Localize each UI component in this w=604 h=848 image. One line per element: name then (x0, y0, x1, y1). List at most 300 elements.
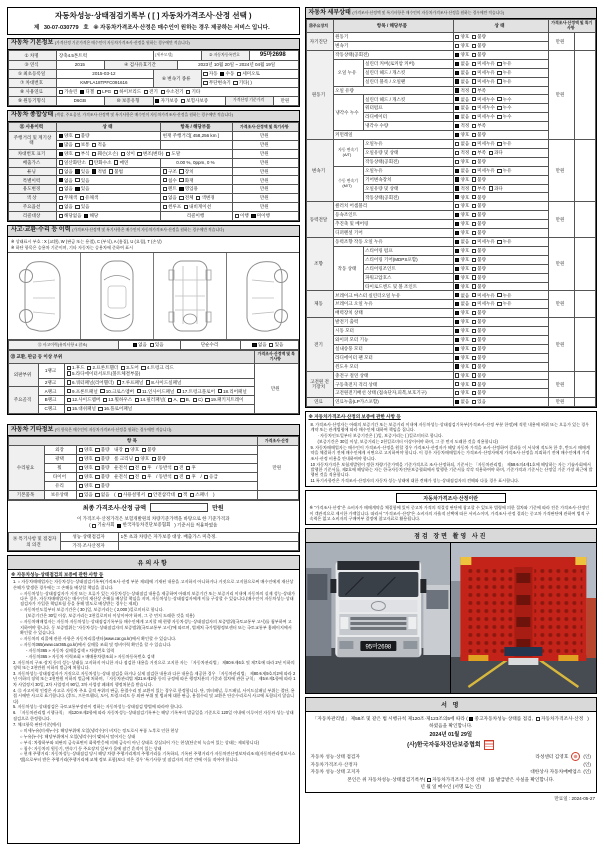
checkbox-label: 미세누수 (477, 96, 495, 102)
checkbox-label: 불량 (477, 132, 487, 138)
checkbox-영업용[interactable] (179, 186, 198, 192)
text: 브레이크 오일 누유 (335, 301, 373, 307)
checkbox-16.플로어패널[interactable] (98, 406, 132, 412)
checkbox-양호[interactable] (59, 133, 73, 139)
checkbox-없음[interactable] (59, 169, 73, 175)
checkbox-전[interactable] (174, 465, 184, 471)
checkbox-전[interactable] (129, 474, 139, 480)
checkbox-누유[interactable] (497, 61, 511, 67)
checkbox-부식[interactable] (75, 151, 89, 157)
odometer-reading (161, 131, 233, 140)
checkbox-미세누유[interactable] (472, 61, 495, 67)
checked-box-icon (455, 186, 459, 190)
checkbox-양호[interactable] (455, 43, 469, 49)
text: 가격·조사산정자 (72, 543, 105, 549)
checkbox-불량[interactable] (472, 266, 486, 272)
checkbox-양호[interactable] (455, 195, 469, 201)
checkbox-label: 양호 (83, 447, 93, 453)
checkbox-없음[interactable] (455, 293, 469, 299)
checkbox-18.리어패널[interactable] (218, 389, 247, 395)
cell (9, 533, 61, 551)
checkbox-불량[interactable] (472, 390, 486, 396)
checkbox-미이행[interactable] (251, 213, 270, 219)
checkbox-없음[interactable] (95, 492, 109, 498)
checkbox-렌트[interactable] (163, 186, 177, 192)
checkbox-불량[interactable] (95, 483, 109, 489)
checkbox-전[interactable] (174, 474, 184, 480)
checkbox-부족[interactable] (472, 186, 486, 192)
checkbox-양호[interactable] (455, 364, 469, 370)
checkbox-불량[interactable] (472, 257, 486, 263)
checkbox-불법[interactable] (109, 169, 123, 175)
checkbox-보험사보증[interactable] (181, 98, 208, 104)
checkbox-있음[interactable] (79, 492, 93, 498)
cell (57, 176, 161, 185)
checkbox-양호[interactable] (455, 328, 469, 334)
checkbox-없음[interactable] (455, 114, 469, 120)
checkbox-label: 후 (147, 474, 152, 480)
checkbox-불량[interactable] (472, 212, 486, 218)
checkbox-한국자동차진단보증협회[interactable] (117, 522, 170, 529)
checkbox-12.사이드멤버[interactable] (67, 397, 101, 403)
checkbox-적정[interactable] (455, 150, 469, 156)
text: 가격조사·산정액 및 특기사항 (239, 123, 289, 129)
checkbox-세미오토[interactable] (237, 71, 260, 77)
text: 운전석 (114, 465, 128, 471)
checkbox-불량[interactable] (472, 337, 486, 343)
checkbox-B,[interactable] (180, 397, 190, 403)
checkbox-양호[interactable] (455, 52, 469, 58)
checkbox-미세누수[interactable] (472, 97, 495, 103)
checkbox-후[interactable] (142, 465, 152, 471)
section-title: 자동차 기본정보 (11, 40, 54, 46)
checkbox-미세누유[interactable] (472, 70, 495, 76)
checkbox-양호[interactable] (79, 465, 93, 471)
checkbox-양호[interactable] (455, 159, 469, 165)
checkbox-양호[interactable] (455, 34, 469, 40)
cell (548, 33, 574, 51)
accident-history-header (8, 226, 299, 237)
checkbox-기술사회[interactable] (92, 522, 115, 529)
checkbox-양호[interactable] (125, 447, 139, 453)
checkbox-있음[interactable] (269, 342, 283, 348)
checkbox-누수[interactable] (497, 114, 511, 120)
checkbox-양호[interactable] (455, 132, 469, 138)
checkbox-불량[interactable] (95, 465, 109, 471)
checkbox-불량[interactable] (472, 346, 486, 352)
checkbox-불량[interactable] (472, 52, 486, 58)
checkbox-미세누수[interactable] (472, 105, 495, 111)
checkbox-없음[interactable] (455, 105, 469, 111)
cell (333, 344, 453, 353)
checkbox-적법[interactable] (92, 169, 106, 175)
checkbox-없음[interactable] (455, 168, 469, 174)
table-row (306, 371, 596, 380)
text: 수동 변속기 (M/T) (338, 178, 358, 189)
checkbox-4.트렁크 리드[interactable] (141, 365, 173, 371)
checkbox-미세누수[interactable] (472, 114, 495, 120)
text: 만원 (259, 168, 269, 174)
checkbox-6.쿼터패널(리어휀더)[interactable] (67, 380, 114, 386)
checkbox-없음[interactable] (455, 79, 469, 85)
checkbox-label: A, (173, 397, 178, 403)
checkbox-누유[interactable] (497, 301, 511, 307)
checkbox-일산화탄소[interactable] (59, 160, 86, 166)
checkbox-양호[interactable] (455, 257, 469, 263)
cell (453, 300, 548, 309)
checkbox-부족[interactable] (472, 150, 486, 156)
checkbox-label: 양호 (460, 372, 470, 378)
checkbox-도말[interactable] (166, 151, 180, 157)
checkbox-없음[interactable] (455, 70, 469, 76)
checkbox-색변경[interactable] (196, 195, 215, 201)
checkbox-label: 불량 (477, 345, 487, 351)
checkbox-가솔린[interactable] (59, 89, 78, 95)
checkbox-해당없음[interactable] (59, 213, 82, 219)
checkbox-15.대쉬패널[interactable] (67, 406, 96, 412)
checkbox-label: 없음 (63, 168, 73, 174)
cell (548, 318, 574, 371)
checkbox-유채색[interactable] (80, 195, 99, 201)
checkbox-불량[interactable] (472, 310, 486, 316)
checkbox-label: 불량 (477, 256, 487, 262)
notice-line: 1. ○ 자동차매매업자는 자동차성능·상태점검기록부(가격조사·산정 부분 제외)에 기재된 내용을 고지하지 아니하거나 거짓으로 고지함으로써 매수인에게 재산상 손해가 발생한 경우에는 그 손해를 배상할 책임을 집니다. (13, 579, 294, 590)
checkbox-양호[interactable] (455, 248, 469, 254)
cell (333, 220, 453, 229)
checkbox-불량[interactable] (95, 447, 109, 453)
checkbox-기타[interactable] (186, 89, 200, 95)
checkbox-이행[interactable] (235, 213, 249, 219)
notice-line: 4. ⑫ 사고이력 인정은 사고로 자동차 주요 골격 부위의 판금, 용접수리 및 교환이 있는 경우로 한정합니다. 단, 쿼터패널, 루프패널, 사이드실패널 부위는 절단, 용접 시에만 사고로 표기합니다. (후드, 프론트휀더, 도어, 트렁크리드 등 외판 부위 및 범퍼에 대한 판금, 용접수리 및 교환은 단순수리로서 사고에 포함되지 않습니다) (13, 687, 295, 704)
checkbox-무채색[interactable] (59, 195, 78, 201)
checkbox-누유[interactable] (497, 168, 511, 174)
checkbox-불량[interactable] (472, 319, 486, 325)
checkbox-없음[interactable] (59, 178, 73, 184)
checkbox-label: 불량 (100, 482, 110, 488)
checkbox-A,[interactable] (168, 397, 178, 403)
checkbox-안전삼각대[interactable] (148, 492, 175, 498)
checkbox-무단변속기[interactable] (203, 80, 230, 86)
checkbox-상이[interactable] (121, 151, 135, 157)
checkbox-label: 미세누유 (477, 78, 495, 84)
text: 추진축 및 베어링 (335, 221, 369, 227)
unchecked-box-icon (174, 475, 178, 479)
emission-values: 0.00 %, 0ppm, 0 % (176, 159, 215, 165)
notice-line: 3. 자동차성능·상태점검자가 거짓으로 자동차성능·상태 점검을 하거나 실제 점검한 내용과 다른 내용을 제공한 경우 「자동차관리법」 제80조제9호의2에 따라 2년 이하의 징역 또는 2천만원 이하의 벌금에 처하며, 「자동차관리법 제21조제2항 등의 규정에 따른 행정처분의 기준과 절차에 관한 규칙」 제5조제1항에 따라 1차 사업정지 30일, 2차 사업정지 90일, 3차 사업장 폐쇄의 행정처분을 받습니다. (13, 671, 296, 687)
fuel-type (57, 88, 298, 97)
checkbox-부족[interactable] (472, 123, 486, 129)
checkbox-양호[interactable] (79, 456, 93, 462)
unchecked-box-icon (75, 205, 79, 209)
checkbox-수동[interactable] (220, 71, 234, 77)
cell (45, 472, 77, 481)
checkbox-양호[interactable] (455, 319, 469, 325)
checkbox-불량[interactable] (472, 203, 486, 209)
checkbox-불량[interactable] (472, 230, 486, 236)
checkbox-변조(변타)[interactable] (137, 151, 163, 157)
checkbox-있음[interactable] (75, 178, 89, 184)
checkbox-양호[interactable] (135, 456, 149, 462)
unchecked-box-icon (121, 366, 125, 370)
checkbox-양호[interactable] (455, 346, 469, 352)
checkbox-양호[interactable] (455, 177, 469, 183)
checkbox-없음[interactable] (455, 61, 469, 67)
checkbox-불량[interactable] (472, 132, 486, 138)
checkbox-없음[interactable] (59, 186, 73, 192)
unchecked-box-icon (79, 448, 83, 452)
checkbox-미세누유[interactable] (472, 79, 495, 85)
checkbox-양호[interactable] (79, 447, 93, 453)
checkbox-불량[interactable] (472, 275, 486, 281)
checkbox-불량[interactable] (472, 284, 486, 290)
checkbox-없음[interactable] (59, 204, 73, 210)
signature-section (305, 697, 598, 793)
checkbox-있음[interactable] (75, 169, 89, 175)
checkbox-label: 양호 (83, 456, 93, 462)
checkbox-양호[interactable] (455, 212, 469, 218)
checkbox-label: 불량 (477, 43, 487, 49)
checkbox-적음[interactable] (92, 142, 106, 148)
checkbox-해당[interactable] (84, 213, 98, 219)
unchecked-box-icon (75, 143, 79, 147)
checkbox-침수[interactable] (163, 178, 177, 184)
checkbox-불량[interactable] (95, 456, 109, 462)
text: 냉각수 누수 (335, 109, 359, 115)
checkbox-양호[interactable] (79, 483, 93, 489)
checkbox-label: 15.대쉬패널 (71, 406, 96, 412)
unchecked-box-icon (455, 151, 459, 155)
checkbox-양호[interactable] (455, 373, 469, 379)
checkbox-기타( )[interactable] (233, 80, 251, 86)
cell (9, 194, 57, 203)
checkbox-구조[interactable] (163, 169, 177, 175)
checkbox-불량[interactable] (472, 373, 486, 379)
text: 와이퍼 모터 기능 (335, 337, 369, 343)
checkbox-label: 내비게이션 (189, 204, 212, 210)
cell (333, 353, 453, 362)
checkbox-전체[interactable] (179, 195, 193, 201)
checkbox-양호[interactable] (455, 337, 469, 343)
checkbox-LPG[interactable] (97, 89, 111, 95)
checkbox-8.사이드실패널[interactable] (146, 380, 182, 386)
checkbox-누유[interactable] (497, 79, 511, 85)
checkbox-있음[interactable] (150, 342, 164, 348)
checkbox-중고자동차성능·상태를 점검,[interactable] (469, 715, 533, 722)
checkbox-없음[interactable] (455, 301, 469, 307)
checkbox-양호[interactable] (455, 275, 469, 281)
text: 만원 (272, 465, 282, 471)
checkbox-label: 불량 (477, 337, 487, 343)
cell (161, 167, 233, 176)
checkbox-내비게이션[interactable] (184, 204, 211, 210)
checkbox-후[interactable] (186, 465, 196, 471)
checkbox-불량[interactable] (472, 34, 486, 40)
notice-line: ○ 현재 주행거리: 자동차성능·상태점검 당시 해당 차량 주행거리계의 주행거리를 기록하되, 기록된 주행거리가 자동차전산정보처리조직(자동차관리정보시스템)으로부터 받은 주행거리(주행거리에 교체 정보 포함)보다 적은 경우 '특기사항 및 점검자의 의견' 란에 이를 적어야 합니다. (20, 751, 296, 762)
checkbox-디젤[interactable] (80, 89, 94, 95)
checkbox-스패너[interactable] (190, 492, 209, 498)
checkbox-양호[interactable] (59, 151, 73, 157)
checkbox-불량[interactable] (472, 159, 486, 165)
checkbox-11.인사이드패널[interactable] (137, 389, 175, 395)
checkbox-없음[interactable] (455, 399, 469, 405)
checkbox-과다[interactable] (489, 150, 503, 156)
checkbox-썬루프[interactable] (163, 204, 182, 210)
checkbox-사용설명서[interactable] (118, 492, 145, 498)
checkbox-있음[interactable] (75, 204, 89, 210)
cell (306, 318, 333, 371)
checkbox-보통[interactable] (75, 142, 89, 148)
checkbox-있음[interactable] (472, 399, 486, 405)
sign-confirm-line: 「자동차관리법」 제58조 및 같은 법 시행규칙 제120조·제123조의5에 따라 ( 중고자동차성능·상태를 점검, 자동차가격조사·산정 ) 하였음을 확인합니다. (312, 715, 589, 729)
checkbox-10.크로스멤버[interactable] (100, 389, 134, 395)
cell (161, 140, 233, 149)
checkbox-있음[interactable] (75, 186, 89, 192)
checkbox-자동[interactable] (203, 71, 217, 77)
checkbox-많음[interactable] (59, 142, 73, 148)
text: 보유상태 (50, 491, 69, 497)
text: ⑨ 원동기형식 (17, 98, 46, 104)
checkbox-과다[interactable] (489, 186, 503, 192)
checkbox-양호[interactable] (455, 230, 469, 236)
checkbox-없음[interactable] (163, 195, 177, 201)
checkbox-누유[interactable] (497, 141, 511, 147)
checkbox-불량[interactable] (472, 355, 486, 361)
overall-condition-section (7, 110, 300, 222)
checkbox-불량[interactable] (75, 133, 89, 139)
checkbox-응급[interactable] (204, 474, 218, 480)
checkbox-7.루프패널[interactable] (117, 380, 144, 386)
checkbox-불량[interactable] (472, 177, 486, 183)
checkbox-누수[interactable] (497, 105, 511, 111)
checkbox-불량[interactable] (142, 447, 156, 453)
checkbox-불량[interactable] (95, 474, 109, 480)
checkbox-label: 없음 (63, 186, 73, 192)
basis-line-2: ( 기술사회 한국자동차진단보증협회 ) 기준서를 적용하였음 (89, 522, 218, 528)
unchecked-box-icon (497, 115, 501, 119)
checkbox-후[interactable] (142, 474, 152, 480)
checkbox-불량[interactable] (472, 195, 486, 201)
checkbox-화재[interactable] (179, 178, 193, 184)
checkbox-전[interactable] (129, 465, 139, 471)
checkbox-14.필러패널([interactable] (135, 397, 166, 403)
checkbox-label: 양호 (83, 465, 93, 471)
checked-box-icon (179, 187, 183, 191)
checkbox-13.휠하우스[interactable] (103, 397, 132, 403)
cell (453, 371, 548, 380)
unchecked-box-icon (472, 356, 476, 360)
checkbox-불량[interactable] (472, 364, 486, 370)
cell (233, 203, 299, 212)
checkbox-양호[interactable] (455, 266, 469, 272)
checkbox-누수[interactable] (497, 97, 511, 103)
checkbox-label: 후 (147, 465, 152, 471)
checkbox-적정[interactable] (455, 88, 469, 94)
checkbox-5.라디에이터서포트(볼트체결부품)[interactable] (67, 371, 141, 377)
checkbox-미세누유[interactable] (472, 293, 495, 299)
checkbox-자동차가격조사·산정 선택[interactable] (427, 776, 485, 783)
cell (233, 167, 299, 176)
checkbox-양호[interactable] (455, 355, 469, 361)
checkbox-불량[interactable] (152, 456, 166, 462)
checkbox-미세누유[interactable] (472, 168, 495, 174)
checkbox-label: 이행 (239, 213, 249, 219)
checkbox-누유[interactable] (497, 70, 511, 76)
checkbox-누유[interactable] (497, 293, 511, 299)
checkbox-label: 부족 (477, 150, 487, 155)
checkbox-양호[interactable] (455, 310, 469, 316)
checkbox-없음[interactable] (133, 342, 147, 348)
checkbox-9.프론트패널[interactable] (67, 389, 98, 395)
checkbox-훼손(오손)[interactable] (92, 151, 118, 157)
checkbox-불량[interactable] (472, 328, 486, 334)
text: 연료 (314, 399, 323, 405)
checkbox-부족[interactable] (472, 88, 486, 94)
overall-condition-table (8, 122, 299, 221)
checkbox-미세누유[interactable] (472, 141, 495, 147)
final-price-input[interactable] (150, 503, 208, 512)
checkbox-양호[interactable] (455, 203, 469, 209)
text: 스티어링 기어(MDPS포함) (365, 256, 418, 262)
checkbox-적정[interactable] (455, 123, 469, 129)
unchecked-box-icon (536, 717, 540, 721)
checkbox-label: 없음 (460, 105, 470, 111)
checkbox-하이브리드[interactable] (114, 89, 141, 95)
cell (574, 50, 596, 139)
checkbox-매연[interactable] (114, 160, 128, 166)
checkbox-잭[interactable] (178, 492, 188, 498)
checkbox-불량[interactable] (472, 248, 486, 254)
checkbox-불량[interactable] (472, 221, 486, 227)
checkbox-양호[interactable] (455, 390, 469, 396)
checkbox-양호[interactable] (79, 474, 93, 480)
checkbox-탄화수소[interactable] (89, 160, 112, 166)
cell (65, 378, 255, 387)
checkbox-양호[interactable] (455, 284, 469, 290)
checkbox-C)[interactable] (193, 397, 203, 403)
table-row (9, 88, 299, 97)
checkbox-없음[interactable] (252, 342, 266, 348)
checkbox-label: 양호 (130, 447, 140, 453)
checkbox-자가보증[interactable] (155, 98, 178, 104)
checkbox-불량[interactable] (472, 382, 486, 388)
checkbox-양호[interactable] (455, 382, 469, 388)
checkbox-미세누유[interactable] (472, 301, 495, 307)
checkbox-없음[interactable] (455, 97, 469, 103)
checkbox-누유[interactable] (497, 239, 511, 245)
checkbox-17.트렁크플로어[interactable] (177, 389, 215, 395)
checkbox-후[interactable] (186, 474, 196, 480)
text: 파워고압호스 (365, 274, 392, 280)
checkbox-불량[interactable] (472, 43, 486, 49)
doc-no-suffix: 호 (83, 24, 89, 31)
vin (57, 79, 153, 88)
checkbox-자동차가격조사·산정[interactable] (536, 715, 584, 722)
text: ⑩ 보증유형 (116, 98, 140, 104)
final-price-row (8, 500, 299, 515)
checkbox-미세누유[interactable] (472, 239, 495, 245)
checkbox-수소전기[interactable] (161, 89, 184, 95)
checkbox-적정[interactable] (455, 186, 469, 192)
checked-box-icon (455, 124, 459, 128)
expiry-date: 만료일 : 2024-05-27 (554, 796, 595, 802)
checkbox-없음[interactable] (455, 141, 469, 147)
checkbox-전기[interactable] (144, 89, 158, 95)
checkbox-양호[interactable] (455, 221, 469, 227)
checkbox-없음[interactable] (455, 239, 469, 245)
checkbox-장치[interactable] (179, 169, 193, 175)
checkbox-19.패키지트레이[interactable] (205, 397, 243, 403)
notice-line: 2. 자동차의 구조·장치 등의 성능·상태를 고지하지 아니한 자나 점검한 내용을 거짓으로 고지한 자는 「자동차관리법」 제80조제6호 및 제7호에 따라 2년 이하의 징역 또는 2천만원 이하의 벌금에 처합니다. (13, 659, 295, 671)
